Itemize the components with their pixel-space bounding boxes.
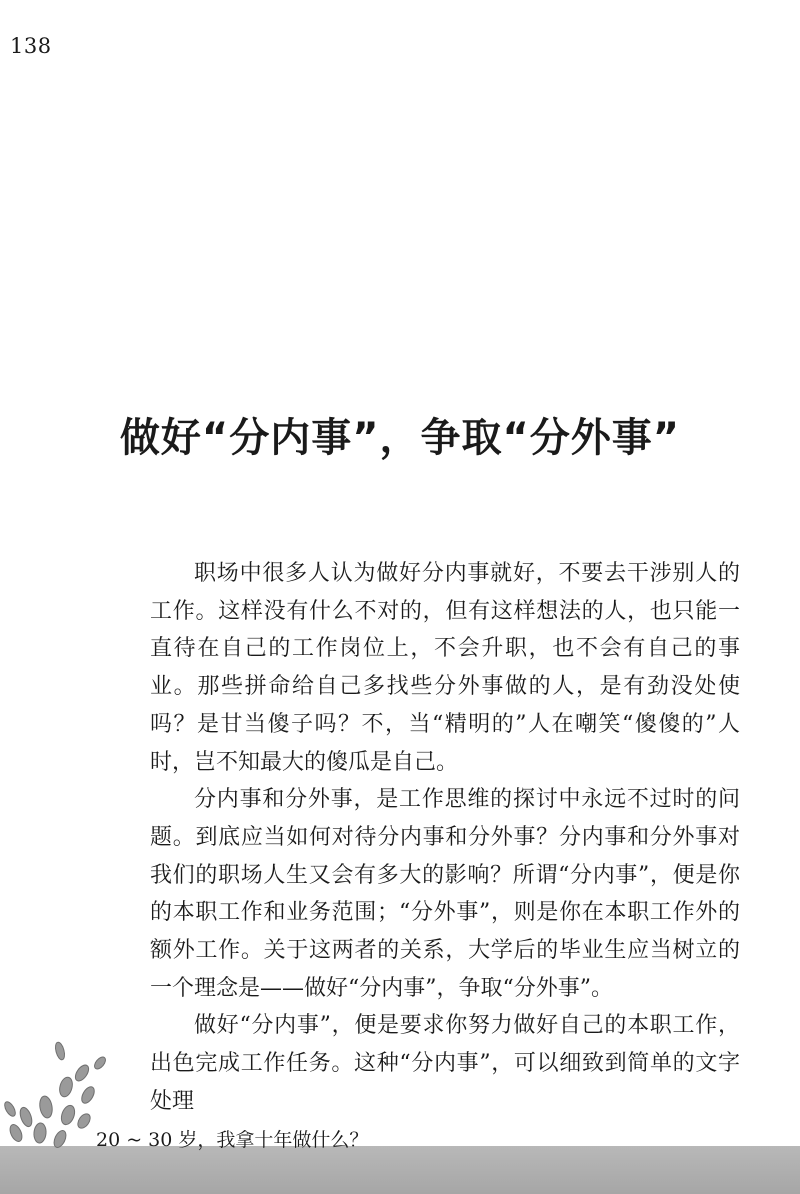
body-text bbox=[150, 555, 740, 1121]
footer-band bbox=[0, 1146, 800, 1194]
paragraph: 做好“分内事”，便是要求你努力做好自己的本职工作，出色完成工作任务。这种“分内事”，可以细致到简单的文字处理 bbox=[150, 1013, 740, 1114]
paragraph: 分内事和分外事，是工作思维的探讨中永远不过时的问题。到底应当如何对待分内事和分外事？分内事和分外事对我们的职场人生又会有多大的影响？所谓“分内事”，便是你的本职工作和业务范围；“分外事”，则是你在本职工作外的额外工作。关于这两者的关系，大学后的毕业生应当树立的一个理念是——做好“分内事”，争取“分外事”。 bbox=[150, 787, 740, 1001]
page-number: 138 bbox=[10, 34, 52, 58]
running-footer: 20 ~ 30 岁，我拿十年做什么？ bbox=[96, 1129, 369, 1151]
paragraph: 职场中很多人认为做好分内事就好，不要去干涉别人的工作。这样没有什么不对的，但有这样想法的人，也只能一直待在自己的工作岗位上，不会升职，也不会有自己的事业。那些拼命给自己多找些分外事做的人，是有劲没处使吗？是甘当傻子吗？不，当“精明的”人在嘲笑“傻傻的”人时，岂不知最大的傻瓜是自己。 bbox=[150, 561, 740, 775]
chapter-title: 做好“分内事”，争取“分外事” bbox=[119, 415, 681, 461]
